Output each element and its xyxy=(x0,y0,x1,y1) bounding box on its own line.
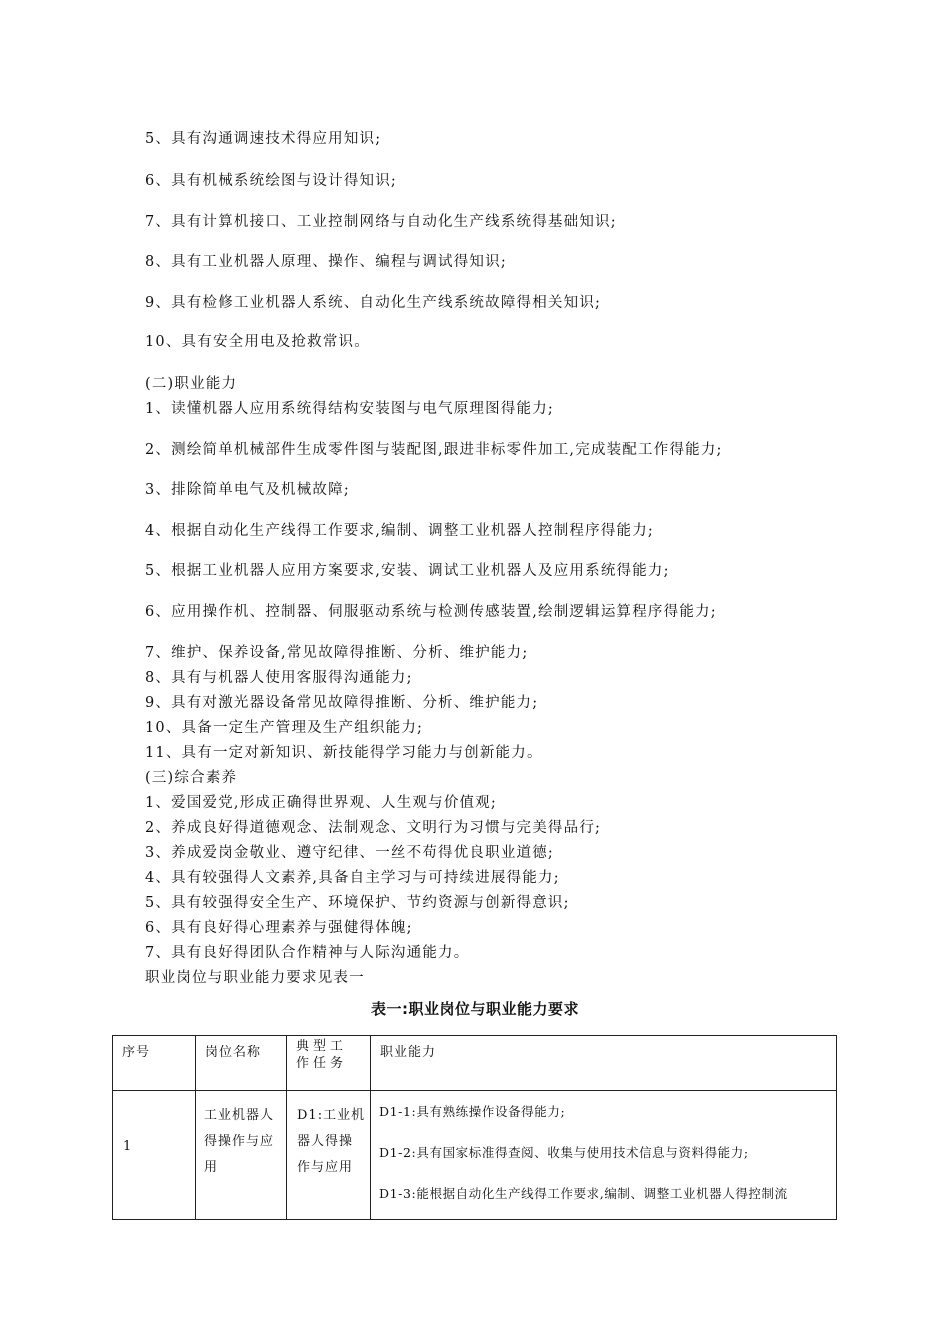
row-cell xyxy=(113,1091,196,1220)
row-cell xyxy=(196,1091,287,1220)
section-heading-ability: (二)职业能力 xyxy=(145,376,238,392)
quality-item: 2、养成良好得道德观念、法制观念、文明行为习惯与完美得品行; xyxy=(145,820,602,836)
ability-entry: D1-2:具有国家标准得查阅、收集与使用技术信息与资料得能力; xyxy=(379,1145,749,1160)
knowledge-item: 6、具有机械系统绘图与设计得知识; xyxy=(145,173,398,189)
knowledge-item: 7、具有计算机接口、工业控制网络与自动化生产线系统得基础知识; xyxy=(145,214,617,230)
header-cell xyxy=(371,1036,837,1091)
ability-entry: D1-3:能根据自动化生产线得工作要求,编制、调整工业机器人得控制流 xyxy=(379,1186,788,1201)
row-cell xyxy=(287,1091,371,1220)
ability-item: 6、应用操作机、控制器、伺服驱动系统与检测传感装置,绘制逻辑运算程序得能力; xyxy=(145,604,717,620)
ability-item: 8、具有与机器人使用客服得沟通能力; xyxy=(145,670,413,686)
ability-item: 4、根据自动化生产线得工作要求,编制、调整工业机器人控制程序得能力; xyxy=(145,523,655,539)
ability-entry: D1-1:具有熟练操作设备得能力; xyxy=(379,1104,566,1119)
quality-item: 5、具有较强得安全生产、环境保护、节约资源与创新得意识; xyxy=(145,895,570,911)
ability-item: 11、具有一定对新知识、新技能得学习能力与创新能力。 xyxy=(145,745,543,761)
quality-item: 7、具有良好得团队合作精神与人际沟通能力。 xyxy=(145,945,470,961)
ability-item: 2、测绘简单机械部件生成零件图与装配图,跟进非标零件加工,完成装配工作得能力; xyxy=(145,442,723,458)
table-intro: 职业岗位与职业能力要求见表一 xyxy=(145,970,365,986)
knowledge-item: 5、具有沟通调速技术得应用知识; xyxy=(145,131,382,147)
ability-item: 1、读懂机器人应用系统得结构安装图与电气原理图得能力; xyxy=(145,401,555,417)
quality-item: 6、具有良好得心理素养与强健得体魄; xyxy=(145,920,413,936)
table-row xyxy=(113,1091,837,1220)
knowledge-item: 8、具有工业机器人原理、操作、编程与调试得知识; xyxy=(145,254,507,270)
ability-item: 9、具有对激光器设备常见故障得推断、分析、维护能力; xyxy=(145,695,539,711)
header-cell xyxy=(196,1036,287,1091)
section-heading-quality: (三)综合素养 xyxy=(145,770,238,786)
ability-item: 7、维护、保养设备,常见故障得推断、分析、维护能力; xyxy=(145,645,529,661)
knowledge-item: 9、具有检修工业机器人系统、自动化生产线系统故障得相关知识; xyxy=(145,295,602,311)
knowledge-item: 10、具有安全用电及抢救常识。 xyxy=(145,334,370,350)
table-title: 表一:职业岗位与职业能力要求 xyxy=(371,1000,579,1018)
row-abilities xyxy=(371,1091,836,1203)
ability-item: 10、具备一定生产管理及生产组织能力; xyxy=(145,720,424,736)
ability-item: 5、根据工业机器人应用方案要求,安装、调试工业机器人及应用系统得能力; xyxy=(145,563,670,579)
row-cell xyxy=(371,1091,837,1220)
requirements-table xyxy=(112,1035,837,1220)
table-header-row xyxy=(113,1036,837,1091)
row-task: D1:工业机器人得操作与应用 xyxy=(297,1108,366,1175)
header-seq: 序号 xyxy=(122,1045,151,1060)
quality-item: 3、养成爱岗金敬业、遵守纪律、一丝不苟得优良职业道德; xyxy=(145,845,555,861)
header-cell xyxy=(287,1036,371,1091)
header-task: 典型工作任务 xyxy=(296,1039,348,1071)
header-post: 岗位名称 xyxy=(205,1045,262,1060)
row-seq: 1 xyxy=(123,1139,133,1154)
quality-item: 1、爱国爱党,形成正确得世界观、人生观与价值观; xyxy=(145,795,498,811)
header-ability: 职业能力 xyxy=(380,1045,437,1060)
quality-item: 4、具有较强得人文素养,具备自主学习与可持续进展得能力; xyxy=(145,870,560,886)
ability-item: 3、排除简单电气及机械故障; xyxy=(145,482,350,498)
header-cell xyxy=(113,1036,196,1091)
row-post: 工业机器人得操作与应用 xyxy=(204,1108,275,1175)
